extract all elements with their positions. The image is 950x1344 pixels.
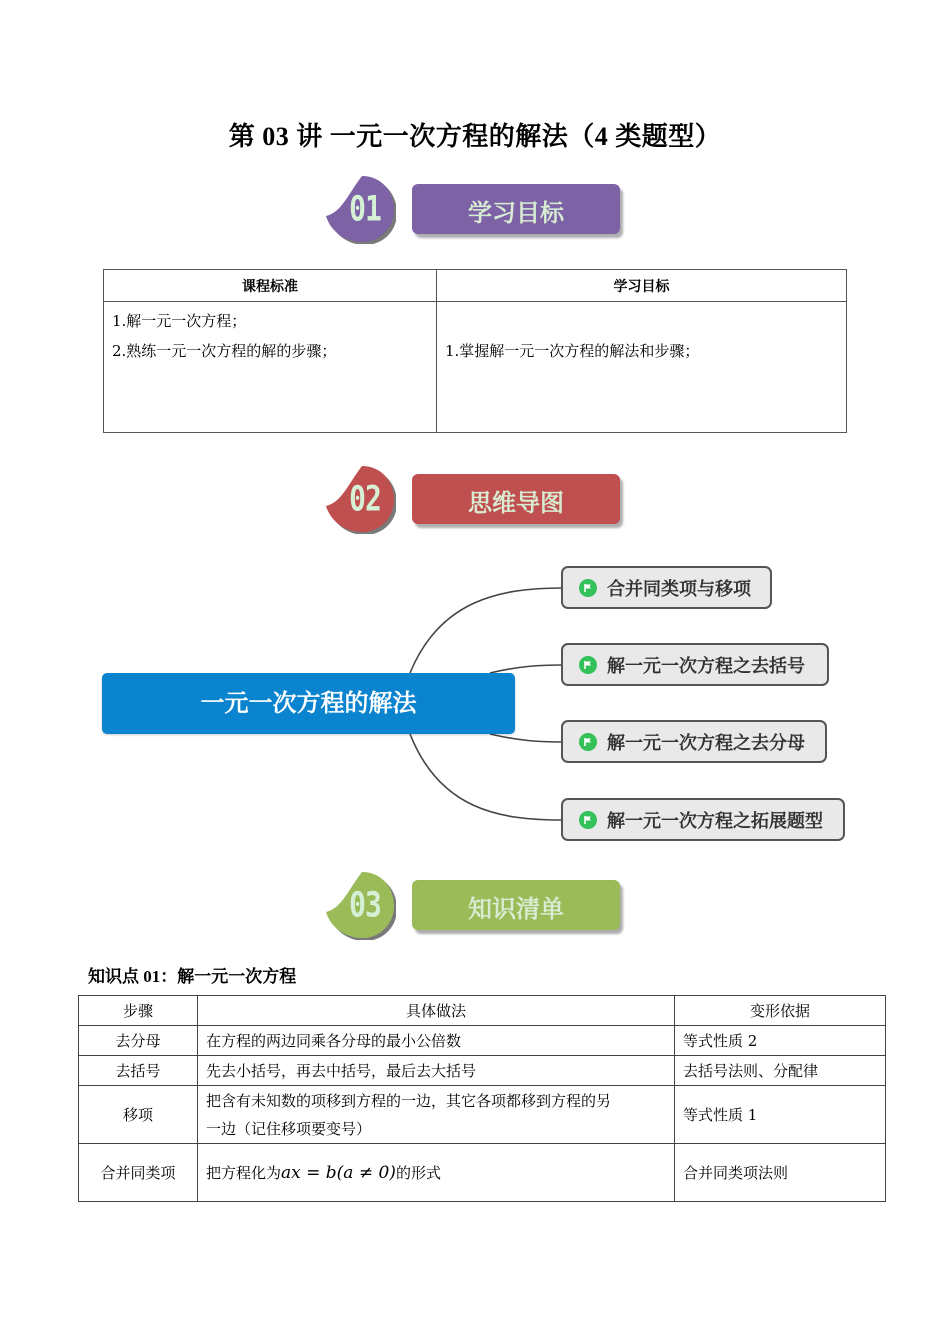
section-banner-03	[320, 866, 630, 951]
section-number: 03	[349, 883, 381, 926]
branch-label: 解一元一次方程之拓展题型	[607, 810, 823, 832]
step-cell: 去分母	[79, 1026, 198, 1056]
step-cell: 去括号	[79, 1056, 198, 1086]
mind-map-branch	[561, 566, 772, 609]
flag-icon	[579, 579, 597, 597]
flag-icon	[579, 811, 597, 829]
step-cell: 移项	[79, 1086, 198, 1144]
flag-icon	[579, 733, 597, 751]
knowledge-table	[78, 995, 886, 1202]
header-step: 步骤	[79, 996, 198, 1026]
table-row	[79, 1056, 886, 1086]
method-cell	[198, 1144, 675, 1202]
method-cell	[198, 1086, 675, 1144]
basis-cell: 等式性质 2	[675, 1026, 886, 1056]
header-basis: 变形依据	[675, 996, 886, 1026]
table-row	[79, 1144, 886, 1202]
section-number: 02	[349, 477, 381, 520]
basis-cell: 去括号法则、分配律	[675, 1056, 886, 1086]
header-method: 具体做法	[198, 996, 675, 1026]
goal-item: 1.掌握解一元一次方程的解法和步骤；	[445, 342, 700, 360]
flag-icon	[579, 656, 597, 674]
table-header-row	[79, 996, 886, 1026]
section-title: 思维导图	[468, 489, 564, 517]
method-cell: 先去小括号，再去中括号，最后去大括号	[198, 1056, 675, 1086]
standard-item: 1.解一元一次方程；	[112, 312, 247, 330]
section-title: 学习目标	[468, 199, 564, 227]
mind-map-root: 一元一次方程的解法	[102, 673, 515, 734]
mind-map-branch	[561, 720, 827, 763]
table-row	[79, 1026, 886, 1056]
section-title-bar	[412, 880, 620, 930]
basis-cell: 合并同类项法则	[675, 1144, 886, 1202]
branch-label: 合并同类项与移项	[607, 578, 751, 600]
math-formula: ax = b(a ≠ 0)	[281, 1163, 396, 1183]
knowledge-point-heading: 知识点 01：解一元一次方程	[88, 967, 297, 986]
page-title: 第 03 讲 一元一次方程的解法（4 类题型）	[228, 122, 722, 151]
branch-label: 解一元一次方程之去括号	[607, 655, 805, 677]
method-line: 一边（记住移项要变号）	[206, 1119, 372, 1138]
section-title: 知识清单	[468, 895, 564, 923]
table-row	[79, 1086, 886, 1144]
method-prefix: 把方程化为	[206, 1164, 282, 1182]
standard-item: 2.熟练一元一次方程的解的步骤；	[112, 342, 337, 360]
method-line: 把含有未知数的项移到方程的一边，其它各项都移到方程的另	[206, 1091, 612, 1110]
method-cell: 在方程的两边同乘各分母的最小公倍数	[198, 1026, 675, 1056]
header-standards: 课程标准	[104, 270, 437, 302]
mind-map-branch	[561, 798, 845, 841]
basis-cell: 等式性质 1	[675, 1086, 886, 1144]
step-cell: 合并同类项	[79, 1144, 198, 1202]
branch-label: 解一元一次方程之去分母	[607, 732, 805, 754]
mind-map-branch	[561, 643, 829, 686]
section-number: 01	[349, 187, 381, 230]
header-goals: 学习目标	[437, 270, 847, 302]
method-suffix: 的形式	[395, 1164, 441, 1182]
